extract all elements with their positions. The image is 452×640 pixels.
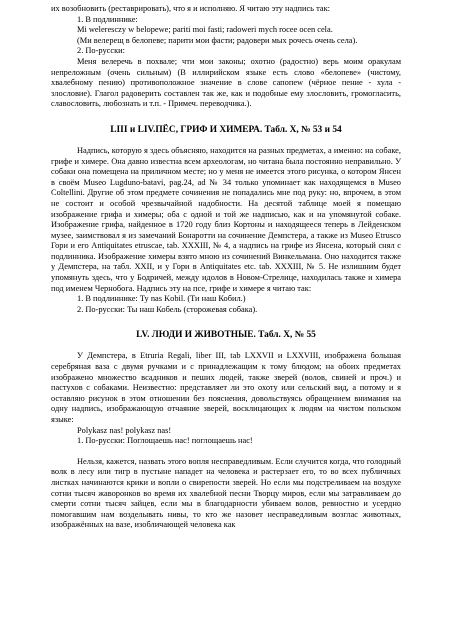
inscription-original: Mi weleresczy w belopewe; pariti moi fasti; radoweri mych rocee ocen cela. [77,25,333,35]
paragraph-intro: их возобновить (реставрировать), что я и исполняю. Я читаю эту надпись так: [51,4,330,13]
paragraph-people-animals: У Демпстера, в Etruria Regali, liber III, tab LXXVII и LXXVIII, изображена большая серебряная ваза с двумя ручками и с принадлежащим к тому блюдом; на обоих предметах изображено множество всадников и пеших людей, также зверей (волов, свиней и проч.) и пастухов с собаками. Неизвестно: представляет ли это охоту или сельский вид, а потому и я оставляю рисунок в этом отношении без пояснения, довольствуясь обращением внимания на одну надпись, изображающую отчаяние зверей, восклицающих к людям на чистом польском языке: [51,351,401,424]
section-heading-dog-griffin-chimera: LIII и LIV.ПЁС, ГРИФ И ХИМЕРА. Табл. X, № 53 и 54 [110,124,342,135]
paragraph-closing: Нельзя, кажется, назвать этого вопля несправедливым. Если случится когда, что голодный волк в лесу или тигр в пустыне нападет на человека и растерзает его, то во всех публичных листках начинаются крики и вопли о свирепости зверей. Но если мы подстреливаем на воздухе сотни тысяч жаворонков во время их хвалебной песни Творцу миров, если мы затравливаем до смерти сотни тысяч зайцев, если мы в благодарности убиваем волов, ревностно и усердно помогавшим нам возделывать нивы, то кто же назовет несправедливым возглас животных, изображённых на вазе, изобличающей человека как [51,456,401,530]
inscription-polykasz: Polykasz nas! polykasz nas! [77,425,172,435]
label-russian-polykasz: 1. По-русски: Поглощаешь нас! поглощаешь нас! [77,436,253,446]
label-russian-kobil: 2. По-русски: Ты наш Кобель (сторожевая собака). [77,304,258,314]
section-heading-people-animals: LV. ЛЮДИ И ЖИВОТНЫЕ. Табл. X, № 55 [136,330,316,341]
label-russian: 2. По-русски: [77,46,125,56]
label-original: 1. В подлиннике: [77,14,138,24]
paragraph-dog-griffin-chimera: Надпись, которую я здесь объясняю, находится на разных предметах, а именно: на собаке, грифе и химере. Она давно известна всем археологам, но читана была постоянно неправильно. У собаки она помещена на приличном месте; но у меня не имеется этого рисунка, о котором Янсен в своём Museo Lugduno-batavi, pag.24, ad № 34 только упоминает как находящемся в Museo Coltellini. Другие об этом предмете сочинения не попадались мне под руку: но, впрочем, в этом не состоит и особой чрезвычайной надобности. На десятой таблице моей я помещаю изображение грифа и химеры; оба с одной и той же надписью, как и на упомянутой собаке. Изображение грифа, найденное в 1720 году близ Кортоны и находящееся теперь в Лейденском музее, заимствовал я из замечаний Бонаротти на сочинение Демпстера, а также из Museo Etrusco Гори и его Antiquitates etruscae, tab. XXXIII, № 4, а надпись на грифе из Янсена, который снял с подлинника. Изображение химеры взято мною из сочинений Винкельмана. Оно находится также у Демпстера, на табл. XXII, и у Гори в Antiquitates etc. tab. XXXIII, № 5. Не излишним будет упомянуть здесь, что у Бодричей, между идолов в Новом-Стрелице, находилась также и химера под именем Чернобога. Надпись эту на псе, грифе и химере я читаю так: [51,145,401,293]
label-original-kobil: 1. В подлиннике: Ту nas Kobil. (Ти наш Кобил.) [77,294,246,304]
inscription-gloss: (Ми велерещ в белопеве; парити мои фасти; радовери мых рочесь очень села). [77,35,358,45]
paragraph-translation: Меня велеречь в похвале; чти мои законы; охотно (радостно) верь моим оракулам непреложным (очень сильным) (В иллирийском языке есть слово «белопеве» (чистому, хвалебному пению) противоположное значение в слове сапопеw (чёрное пение - хула - злословие). Глагол радоверить составлен так же, как и подобные ему злословить, громогласить, славословить, любознать и т.п. - Примеч. переводчика.). [51,56,401,109]
